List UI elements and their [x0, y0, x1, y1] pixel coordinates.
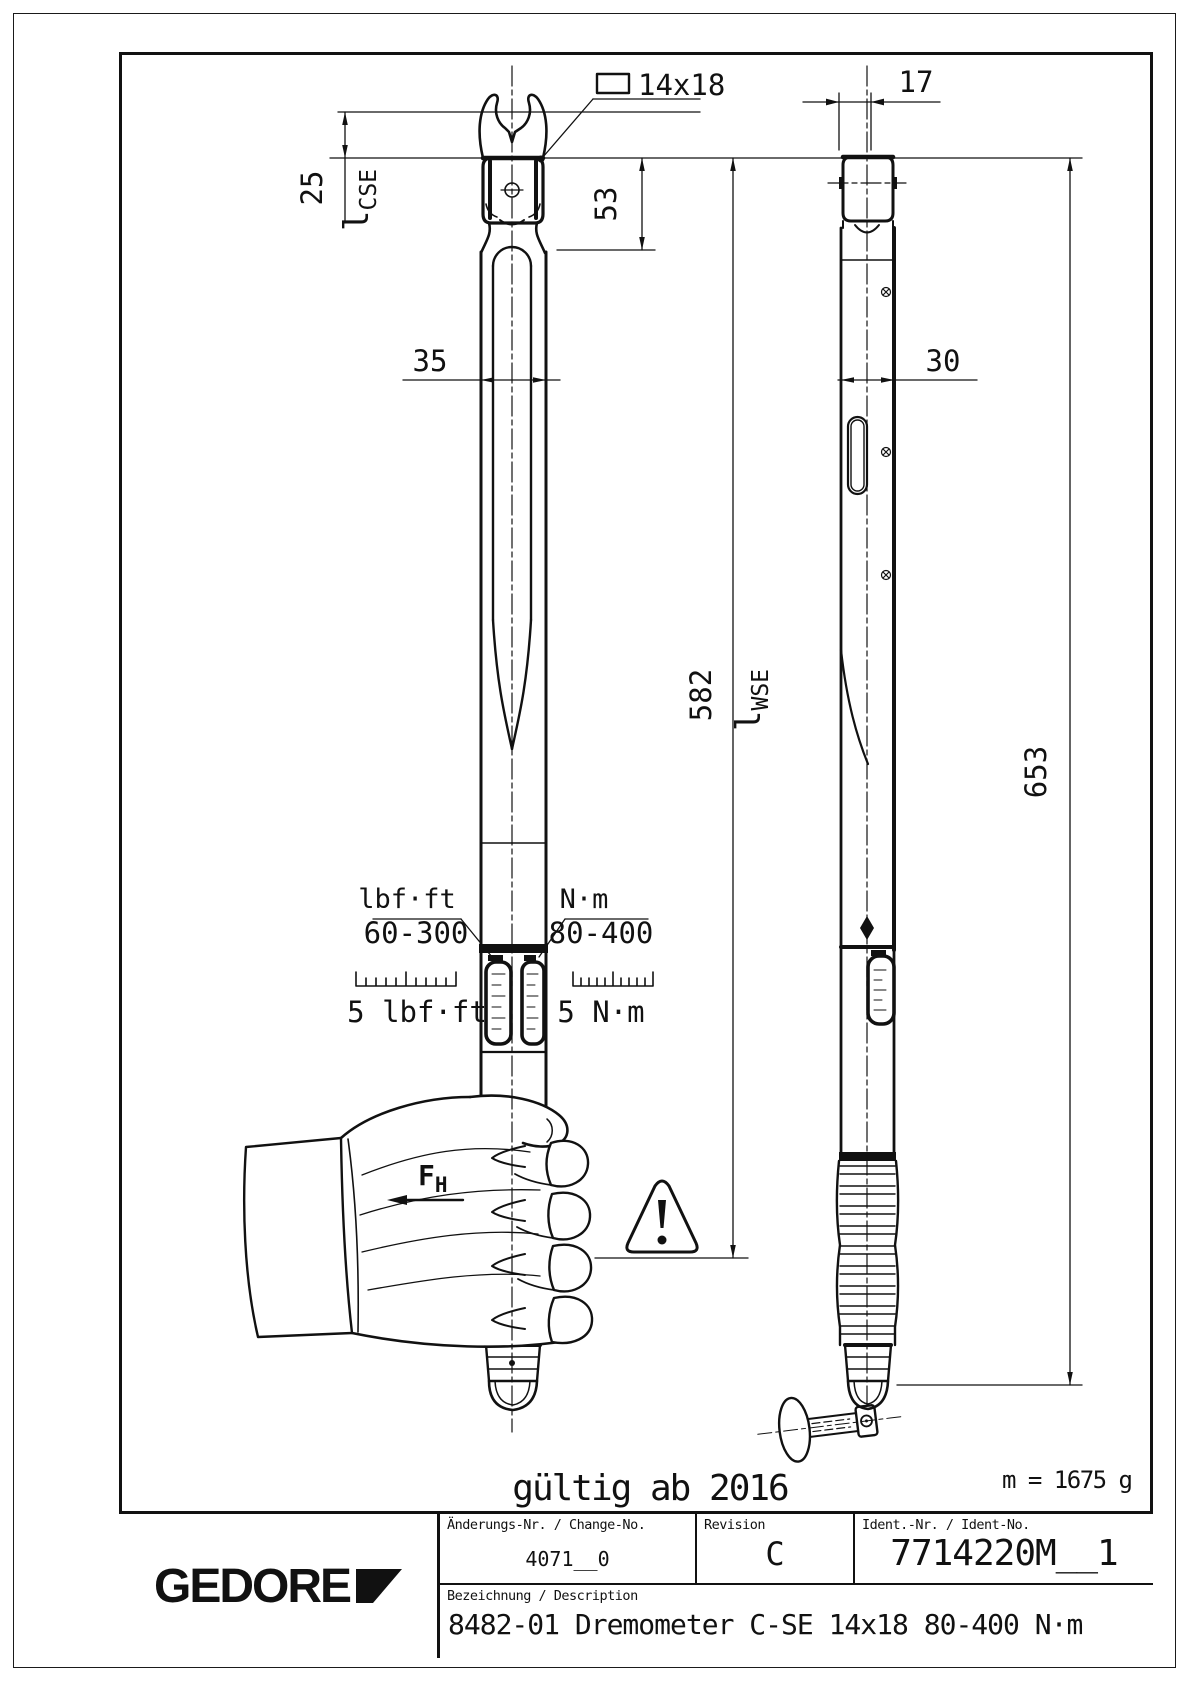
open-jaw [480, 95, 547, 158]
change-no-value: 4071__0 [525, 1547, 610, 1571]
label-lwse: $l_{WSE}$ [729, 668, 774, 732]
dim-17: 17 [898, 65, 934, 99]
side-end-cap [845, 1345, 891, 1409]
force-label: $F_H$ [418, 1159, 448, 1197]
ruler-icon [573, 972, 653, 986]
scale-right-unit: N·m [559, 884, 609, 915]
mass-note: m = 1675 g [1002, 1466, 1132, 1494]
square-drive-symbol [597, 74, 629, 93]
release-knob [754, 1385, 905, 1466]
title-block [119, 1511, 1153, 1658]
change-no-cell [440, 1514, 697, 1585]
validity-note: gültig ab 2016 [512, 1468, 788, 1509]
dim-582: 582 [684, 668, 718, 722]
hand-illustration [244, 1096, 592, 1347]
gedore-logo: GEDORE [153, 1559, 351, 1613]
scale-left-division: 5 lbf·ft [347, 995, 487, 1029]
ident-no-label: Ident.-Nr. / Ident-No. [862, 1517, 1030, 1533]
ident-no-value: 7714220M__1 [890, 1533, 1118, 1574]
label-lcse: $l_{CSE}$ [337, 168, 382, 232]
front-scale-window [479, 944, 548, 1052]
revision-cell [697, 1514, 855, 1585]
dim-653: 653 [1019, 745, 1053, 799]
front-end-cap [486, 1345, 540, 1410]
gedore-flag-icon [356, 1567, 402, 1605]
side-screws [882, 288, 891, 580]
logo-cell [119, 1514, 440, 1658]
dim-35: 35 [412, 344, 448, 378]
scale-left-unit: lbf·ft [358, 884, 456, 915]
description-value: 8482-01 Dremometer C-SE 14x18 80-400 N·m [448, 1608, 1083, 1641]
dim-53: 53 [589, 186, 623, 222]
scale-left-range: 60-300 [363, 916, 469, 950]
description-cell [440, 1585, 1153, 1658]
scale-right-division: 5 N·m [557, 995, 645, 1029]
dim-25: 25 [295, 170, 329, 206]
callout-14x18: 14x18 [638, 68, 726, 102]
description-label: Bezeichnung / Description [447, 1588, 638, 1604]
side-view-wrench [754, 157, 905, 1466]
scale-right-range: 80-400 [548, 916, 654, 950]
ident-no-cell [855, 1514, 1153, 1585]
warning-triangle-icon [627, 1181, 697, 1252]
change-no-label: Änderungs-Nr. / Change-No. [447, 1517, 646, 1533]
revision-label: Revision [704, 1517, 766, 1533]
revision-value: C [765, 1535, 785, 1573]
dim-30: 30 [925, 344, 961, 378]
ruler-icon [356, 972, 456, 986]
